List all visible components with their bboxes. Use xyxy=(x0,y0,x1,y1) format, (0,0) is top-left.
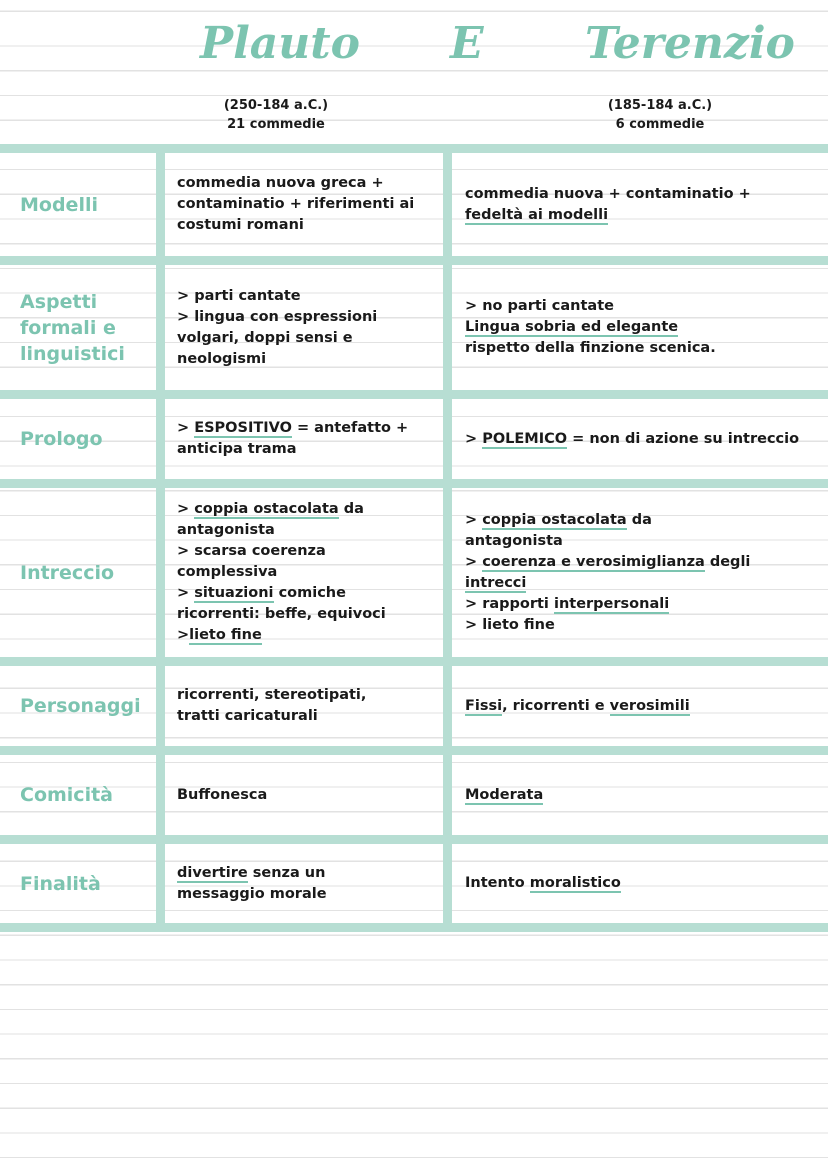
cell-plauto-modelli xyxy=(177,173,414,236)
title-ampersand: E xyxy=(450,18,484,69)
cell-line xyxy=(177,286,377,307)
text: > lingua con espressioni xyxy=(177,308,378,325)
terenzio-count: 6 commedie xyxy=(615,117,705,132)
underlined-text: POLEMICO xyxy=(482,430,568,447)
text: > lieto fine xyxy=(465,616,555,633)
table-divider xyxy=(0,746,828,755)
cell-line xyxy=(465,785,543,806)
underlined-text: coerenza e verosimiglianza xyxy=(482,553,705,570)
cell-line xyxy=(177,583,386,604)
cell-plauto-aspetti xyxy=(177,286,377,370)
plauto-count: 21 commedie xyxy=(227,117,325,132)
underlined-text: intrecci xyxy=(465,574,527,591)
cell-line xyxy=(465,510,750,531)
text: antagonista xyxy=(177,522,275,538)
row-label-line: formali e xyxy=(20,316,116,339)
text: > xyxy=(465,553,483,570)
cell-line xyxy=(177,685,366,706)
row-label-line: Aspetti xyxy=(20,290,98,313)
cell-line xyxy=(177,328,377,349)
underlined-text: divertire xyxy=(177,864,248,881)
cell-line xyxy=(177,194,414,215)
cell-line xyxy=(465,696,690,717)
text: > xyxy=(177,420,195,436)
underlined-text: verosimili xyxy=(609,697,690,714)
text: > rapporti xyxy=(465,595,554,612)
underlined-text: Fissi xyxy=(465,697,503,714)
underlined-text: situazioni xyxy=(194,585,274,601)
terenzio-dates: (185-184 a.C.) xyxy=(607,98,713,113)
plauto-info xyxy=(176,96,376,134)
text: da xyxy=(338,501,364,517)
cell-terenzio-intreccio xyxy=(465,510,750,636)
text: = antefatto + xyxy=(291,420,409,436)
underlined-text: Lingua sobria ed elegante xyxy=(465,319,679,335)
text: neologismi xyxy=(177,350,267,367)
row-label-personaggi xyxy=(20,693,141,719)
row-label-intreccio xyxy=(20,560,114,586)
text: degli xyxy=(704,553,751,570)
cell-line xyxy=(177,863,327,884)
text: > xyxy=(177,501,195,517)
cell-plauto-personaggi xyxy=(177,685,366,727)
cell-line xyxy=(177,541,386,562)
row-label-line: Prologo xyxy=(20,428,103,450)
text: > xyxy=(177,627,190,643)
cell-line xyxy=(465,873,621,894)
cell-line xyxy=(465,552,750,573)
text: > parti cantate xyxy=(177,287,301,304)
cell-line xyxy=(177,562,386,583)
column-divider xyxy=(156,148,165,930)
cell-terenzio-finalita xyxy=(465,873,621,894)
underlined-text: interpersonali xyxy=(553,595,670,612)
row-label-comicita xyxy=(20,782,113,808)
cell-line xyxy=(465,296,716,317)
cell-terenzio-aspetti xyxy=(465,296,716,359)
text: = non di azione su intreccio xyxy=(567,430,800,447)
cell-terenzio-comicita xyxy=(465,785,543,806)
text: > xyxy=(177,585,195,601)
cell-line xyxy=(465,205,751,226)
text: complessiva xyxy=(177,564,278,580)
row-label-line: linguistici xyxy=(20,342,125,365)
table-divider xyxy=(0,835,828,844)
row-label-prologo xyxy=(20,426,103,452)
cell-plauto-finalita xyxy=(177,863,327,905)
table-divider xyxy=(0,144,828,153)
text: costumi romani xyxy=(177,217,304,233)
cell-plauto-comicita xyxy=(177,785,267,806)
cell-line xyxy=(465,184,751,205)
cell-line xyxy=(177,499,386,520)
cell-line xyxy=(177,307,377,328)
cell-line xyxy=(177,604,386,625)
cell-terenzio-prologo xyxy=(465,429,799,450)
cell-line xyxy=(177,349,377,370)
cell-line xyxy=(465,429,799,450)
text: senza un xyxy=(247,864,326,881)
underlined-text: lieto fine xyxy=(189,627,262,643)
terenzio-info xyxy=(560,96,760,134)
row-label-aspetti xyxy=(20,289,125,367)
title-plauto: Plauto xyxy=(200,18,360,69)
cell-line xyxy=(177,706,366,727)
row-label-line: Intreccio xyxy=(20,561,115,584)
text: ricorrenti: beffe, equivoci xyxy=(177,606,386,622)
cell-terenzio-modelli xyxy=(465,184,751,226)
row-label-finalita xyxy=(20,871,101,897)
cell-line xyxy=(465,338,716,359)
underlined-text: fedeltà ai modelli xyxy=(465,206,609,223)
text: commedia nuova + contaminatio + xyxy=(465,185,751,202)
row-label-line: Modelli xyxy=(20,193,98,216)
row-label-modelli xyxy=(20,192,98,218)
text: , ricorrenti e xyxy=(502,697,610,714)
text: comiche xyxy=(273,585,346,601)
table-divider xyxy=(0,923,828,932)
cell-line xyxy=(177,173,414,194)
text: Buffonesca xyxy=(177,786,268,803)
text: contaminatio + riferimenti ai xyxy=(177,196,415,212)
table-divider xyxy=(0,256,828,265)
text: da xyxy=(626,511,652,528)
table-divider xyxy=(0,390,828,399)
row-label-line: Comicità xyxy=(20,784,113,806)
cell-line xyxy=(177,520,386,541)
underlined-text: moralistico xyxy=(529,875,621,891)
text: > xyxy=(465,430,483,447)
text: ricorrenti, stereotipati, xyxy=(177,687,367,703)
cell-plauto-intreccio xyxy=(177,499,386,646)
underlined-text: coppia ostacolata xyxy=(194,501,339,517)
underlined-text: Moderata xyxy=(465,786,544,803)
cell-line xyxy=(465,531,750,552)
cell-line xyxy=(177,439,408,460)
text: > xyxy=(465,511,483,528)
text: tratti caricaturali xyxy=(177,708,318,724)
cell-line xyxy=(465,317,716,338)
text: > scarsa coerenza xyxy=(177,543,326,559)
cell-line xyxy=(177,215,414,236)
text: Intento xyxy=(465,875,530,891)
cell-plauto-prologo xyxy=(177,418,408,460)
column-divider xyxy=(443,148,452,930)
title-terenzio: Terenzio xyxy=(585,18,795,69)
text: messaggio morale xyxy=(177,885,327,902)
cell-line xyxy=(465,573,750,594)
text: commedia nuova greca + xyxy=(177,175,384,191)
text: anticipa trama xyxy=(177,441,297,457)
text: rispetto della finzione scenica. xyxy=(465,340,716,356)
text: antagonista xyxy=(465,532,563,549)
cell-line xyxy=(177,785,267,806)
cell-terenzio-personaggi xyxy=(465,696,690,717)
cell-line xyxy=(177,884,327,905)
cell-line xyxy=(177,625,386,646)
row-label-line: Finalità xyxy=(20,872,101,895)
table-divider xyxy=(0,657,828,666)
table-divider xyxy=(0,479,828,488)
plauto-dates: (250-184 a.C.) xyxy=(223,98,329,113)
cell-line xyxy=(465,615,750,636)
row-label-line: Personaggi xyxy=(20,695,141,717)
cell-line xyxy=(177,418,408,439)
text: volgari, doppi sensi e xyxy=(177,329,353,346)
underlined-text: coppia ostacolata xyxy=(482,511,627,528)
underlined-text: ESPOSITIVO xyxy=(194,420,292,436)
text: > no parti cantate xyxy=(465,298,614,314)
cell-line xyxy=(465,594,750,615)
